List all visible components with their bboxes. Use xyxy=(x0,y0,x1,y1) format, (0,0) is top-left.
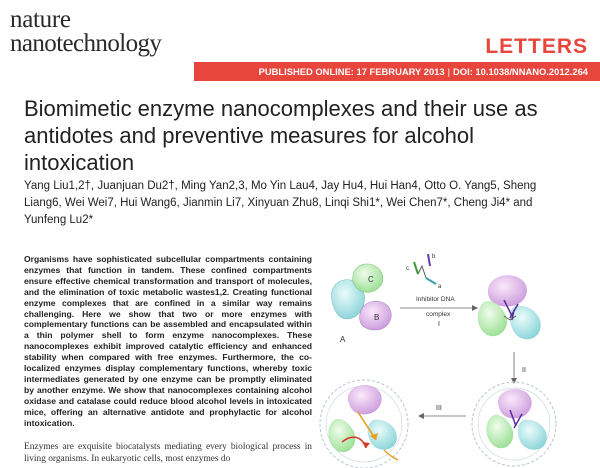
step-three-arrow xyxy=(418,405,466,419)
publication-info-bar xyxy=(194,62,600,81)
author-list: Yang Liu1,2†, Juanjuan Du2†, Ming Yan2,3, Mo Yin Lau4, Jay Hu4, Hui Han4, Otto O. Yang5, Sheng Liang6, Wei Wei7, Hui Wang6, Jianmin Li7, Xinyuan Zhu8, Linqi Shi1*, Wei Chen7*, Cheng Ji4* and Yunfeng Lu2* xyxy=(24,180,537,226)
step-three-label: III xyxy=(436,405,442,412)
figure-svg xyxy=(318,244,600,468)
published-date: PUBLISHED ONLINE: 17 FEBRUARY 2013 xyxy=(258,66,445,77)
label-b: B xyxy=(374,313,380,322)
crosslinked-nanocomplex xyxy=(320,380,408,468)
assembled-complex xyxy=(478,275,541,339)
article-title: Biomimetic enzyme nanocomplexes and their use as antidotes and preventive measures for alcohol intoxication xyxy=(24,96,538,175)
journal-logo-line2: nanotechnology xyxy=(10,30,162,57)
journal-logo-line1: nature xyxy=(10,6,71,33)
inhibitor-label-line1: Inhibitor DNA xyxy=(416,296,455,303)
arrow-label-c: c xyxy=(406,266,409,272)
abstract: Organisms have sophisticated subcellular compartments containing enzymes that function in tandem. These confined compartments ensure effective chemical transformation and transport of molecules, and the elimination of toxic metabolic wastes1,2. Creating functional enzyme complexes that are confined in a similar way remains challenging. Here we show that two or more enzymes with complementary functions can be assembled and encapsulated within a thin polymer shell to form enzyme nanocomplexes. These nanocomplexes exhibit improved catalytic efficiency and enhanced stability when compared with free enzymes. Furthermore, the co-localized enzymes display complementary functions, whereby toxic intermediates generated by one enzyme can be promptly eliminated by another enzyme. We show that nanocomplexes containing alcohol oxidase and catalase could reduce blood alcohol levels in intoxicated mice, offering an alternative antidote and prophylactic for alcohol intoxication. xyxy=(24,254,312,428)
step-two-label: II xyxy=(522,367,526,374)
journal-logo xyxy=(10,8,160,56)
arrow-label-a: a xyxy=(438,284,442,290)
step-one-arrow xyxy=(400,296,478,328)
section-label: LETTERS xyxy=(485,35,588,58)
free-enzymes xyxy=(331,264,391,344)
doi[interactable]: DOI: 10.1038/NNANO.2012.264 xyxy=(453,66,588,77)
step-two-arrow xyxy=(511,352,526,384)
arrow-label-b: b xyxy=(432,254,436,260)
inhibitor-label-line2: complex xyxy=(426,311,451,318)
step-one-label: I xyxy=(438,321,440,328)
schematic-figure xyxy=(318,244,600,468)
encapsulated-nanocomplex xyxy=(472,382,556,466)
label-a: A xyxy=(340,335,346,344)
inhibitor-dna-icon xyxy=(406,254,442,290)
label-c: C xyxy=(368,275,374,284)
body-text: Enzymes are exquisite biocatalysts mediating every biological process in living organisms. In eukaryotic cells, most enzymes do xyxy=(24,442,312,464)
separator: | xyxy=(447,66,451,77)
